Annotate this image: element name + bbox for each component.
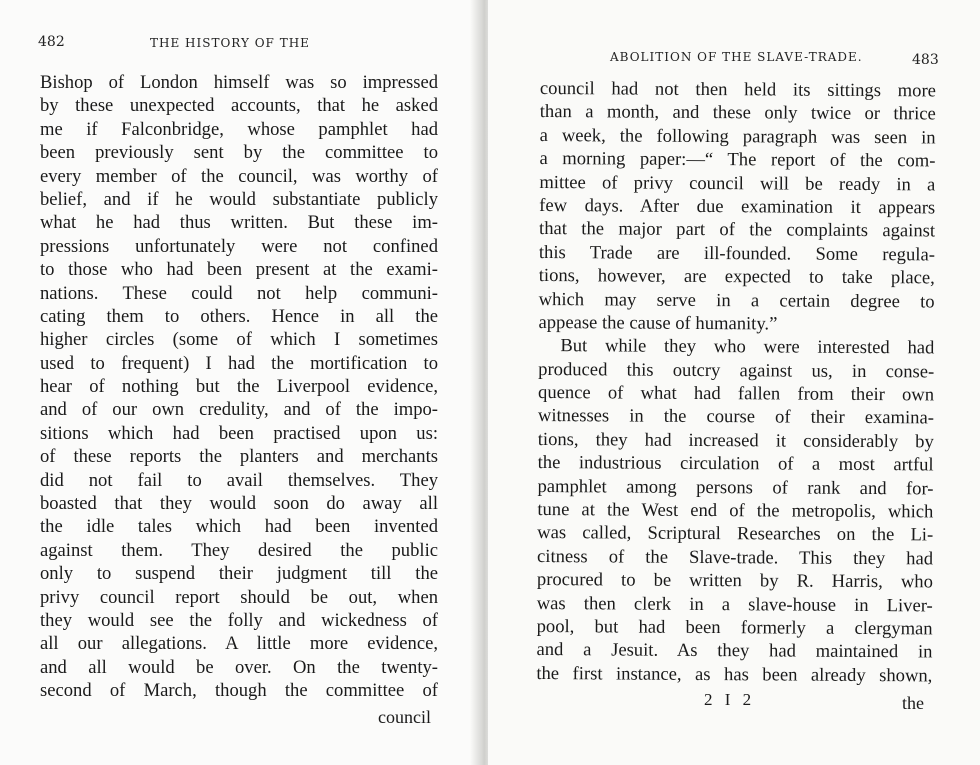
text-line: the first instance, as has been already shown, [536,662,933,687]
text-line: against them. They desired the public [40,539,438,561]
left-page-text [40,71,438,703]
text-line: Bishop of London himself was so impressed [40,72,438,93]
text-line: the industrious circulation of a most artful [537,452,934,476]
text-line: was called, Scriptural Researches on the Li- [537,522,934,546]
text-line: to those who had been present at the exami- [40,259,438,281]
text-line: what he had thus written. But these im- [40,212,438,234]
left-page [0,0,478,765]
text-line: the idle tales which had been invented [40,516,438,538]
text-line: higher circles (some of which I sometimes [40,329,438,351]
text-line: belief, and if he would substantiate publicly [40,188,438,210]
text-line: been previously sent by the committee to [40,142,438,164]
text-line: sitions which had been practised upon us: [40,422,438,444]
text-line: tune at the West end of the metropolis, which [537,499,934,523]
right-running-head: ABOLITION OF THE SLAVE-TRADE. [610,50,863,64]
text-line: they would see the folly and wickedness of [40,609,438,631]
text-line: tions, they had increased it considerably by [537,428,934,453]
text-line: nations. These could not help communi- [40,282,438,304]
right-page-text [536,77,936,688]
text-line: citness of the Slave-trade. This they had [537,545,934,570]
text-line: and all would be over. On the twenty- [40,656,438,678]
text-line: pressions unfortunately were not confined [40,235,438,257]
text-line: of these reports the planters and merchants [40,446,438,468]
text-line: all our allegations. A little more evidence, [40,633,438,655]
signature-mark: 2 I 2 [704,690,756,709]
text-line: every member of the council, was worthy of [40,165,438,187]
text-line: witnesses in the course of their examina- [537,405,934,429]
text-line: used to frequent) I had the mortification to [40,352,438,374]
text-line: few days. After due examination it appears [539,194,936,219]
right-page-number: 483 [912,52,939,68]
left-running-head: THE HISTORY OF THE [150,36,310,50]
text-line: pamphlet among persons of rank and for- [537,475,934,500]
right-catchword: the [902,693,924,713]
text-line: mittee of privy council will be ready in a [539,171,936,195]
text-line: a morning paper:—“ The report of the com- [539,148,936,172]
text-line: a week, the following paragraph was seen in [539,124,936,149]
text-line: second of March, though the committee of [40,680,438,702]
left-catchword: council [378,707,431,727]
text-line: appease the cause of humanity.” [538,311,778,335]
text-line: privy council report should be out, when [40,586,438,608]
text-line: which may serve in a certain degree to [538,288,935,312]
text-line: this Trade are ill-founded. Some regula- [538,241,935,266]
text-line: that the major part of the complaints against [539,218,936,242]
text-line: and of our own credulity, and of the impo- [40,399,438,421]
text-line: tions, however, are expected to take place, [538,265,935,289]
text-line: But while they who were interested had [560,335,935,359]
text-line: cating them to others. Hence in all the [40,305,438,327]
text-line: than a month, and these only twice or thrice [539,101,936,125]
text-line: did not fail to avail themselves. They [40,469,438,491]
text-line: quence of what had fallen from their own [538,382,935,406]
text-line: pool, but had been formerly a clergyman [536,615,933,640]
text-line: boasted that they would soon do away all [40,493,438,515]
text-line: council had not then held its sittings more [539,77,936,102]
text-line: and a Jesuit. As they had maintained in [536,639,933,663]
text-line: produced this outcry against us, in conse- [538,358,935,383]
text-line: was then clerk in a slave-house in Liver- [536,592,933,617]
text-line: procured to be written by R. Harris, who [536,569,933,593]
text-line: only to suspend their judgment till the [40,563,438,585]
text-line: me if Falconbridge, whose pamphlet had [40,118,438,140]
left-page-number: 482 [38,34,65,50]
text-line: hear of nothing but the Liverpool evidence, [40,376,438,398]
text-line: by these unexpected accounts, that he asked [40,95,438,117]
